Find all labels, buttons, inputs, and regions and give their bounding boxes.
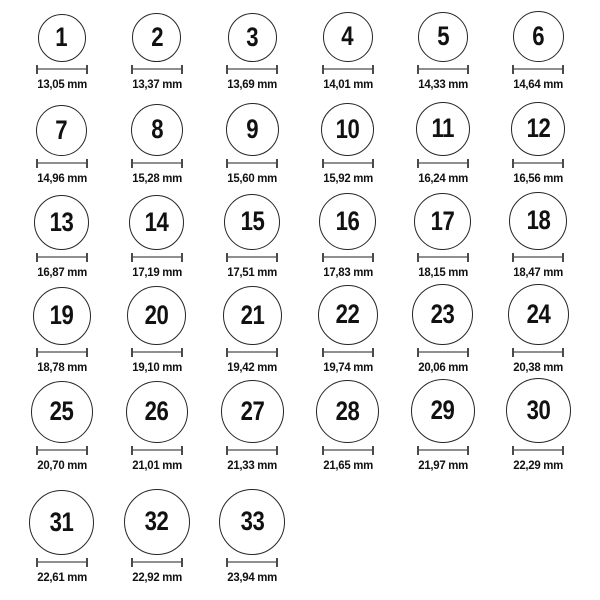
- ring-size-number: 30: [526, 394, 551, 425]
- ring-size-circle: [31, 381, 93, 443]
- dimension-end-tick: [276, 253, 278, 262]
- dimension-end-tick: [276, 348, 278, 357]
- ring-size-number: 12: [526, 113, 551, 144]
- ring-size-number: 22: [335, 299, 360, 330]
- dimension-rule: [228, 351, 276, 353]
- dimension-end-tick: [86, 65, 88, 74]
- diameter-dimension-line: [131, 65, 183, 74]
- ring-size-circle: [511, 102, 565, 156]
- ring-size-cell: [300, 0, 395, 93]
- diameter-dimension-line: [226, 558, 278, 567]
- dimension-end-tick: [86, 558, 88, 567]
- ring-size-cell: [395, 376, 490, 474]
- ring-size-cell: [395, 187, 490, 281]
- ring-size-number: 4: [341, 21, 354, 52]
- diameter-dimension-line: [36, 348, 88, 357]
- ring-size-circle: [221, 380, 284, 443]
- dimension-rule: [514, 256, 562, 258]
- ring-size-number: 28: [335, 395, 360, 426]
- ring-size-cell: [395, 93, 490, 187]
- ring-size-circle: [129, 195, 184, 250]
- ring-size-cell: [491, 0, 586, 93]
- diameter-dimension-line: [36, 558, 88, 567]
- ring-size-cell: [205, 93, 300, 187]
- diameter-label: 21,33 mm: [227, 457, 278, 472]
- diameter-label: 16,87 mm: [36, 264, 87, 279]
- dimension-rule: [133, 68, 181, 70]
- ring-size-circle: [418, 12, 468, 62]
- dimension-end-tick: [276, 159, 278, 168]
- dimension-end-tick: [562, 446, 564, 455]
- diameter-label: 17,51 mm: [227, 264, 278, 279]
- diameter-label: 16,56 mm: [513, 170, 564, 185]
- ring-size-circle: [223, 286, 282, 345]
- diameter-label: 22,92 mm: [132, 569, 182, 584]
- ring-size-circle: [316, 380, 379, 443]
- ring-size-circle: [132, 13, 181, 62]
- ring-size-circle: [321, 103, 374, 156]
- ring-size-circle: [36, 105, 87, 156]
- ring-size-cell: [14, 474, 109, 586]
- ring-size-number: 2: [151, 21, 163, 52]
- diameter-dimension-line: [36, 446, 88, 455]
- diameter-label: 14,64 mm: [513, 76, 564, 91]
- ring-size-circle: [513, 11, 564, 62]
- ring-size-circle: [318, 285, 378, 345]
- ring-size-number: 27: [240, 395, 265, 426]
- diameter-label: 21,01 mm: [132, 457, 182, 472]
- diameter-dimension-line: [226, 446, 278, 455]
- diameter-dimension-line: [36, 253, 88, 262]
- dimension-end-tick: [276, 65, 278, 74]
- diameter-label: 22,61 mm: [36, 569, 87, 584]
- ring-size-circle: [228, 13, 277, 62]
- dimension-end-tick: [181, 348, 183, 357]
- diameter-label: 13,05 mm: [36, 76, 87, 91]
- diameter-label: 15,60 mm: [227, 170, 278, 185]
- ring-size-cell: [300, 93, 395, 187]
- ring-size-cell: [300, 281, 395, 376]
- dimension-end-tick: [276, 558, 278, 567]
- dimension-rule: [324, 162, 372, 164]
- diameter-dimension-line: [417, 446, 469, 455]
- ring-size-number: 26: [145, 396, 169, 427]
- ring-size-cell: [205, 474, 300, 586]
- diameter-dimension-line: [322, 446, 374, 455]
- ring-size-cell: [205, 376, 300, 474]
- diameter-dimension-line: [512, 159, 564, 168]
- ring-size-number: 16: [335, 205, 360, 236]
- diameter-dimension-line: [417, 348, 469, 357]
- dimension-end-tick: [467, 446, 469, 455]
- ring-size-circle: [224, 194, 280, 250]
- ring-size-circle: [126, 381, 188, 443]
- diameter-dimension-line: [36, 159, 88, 168]
- diameter-dimension-line: [226, 253, 278, 262]
- dimension-end-tick: [467, 253, 469, 262]
- ring-size-circle: [131, 104, 183, 156]
- diameter-dimension-line: [131, 558, 183, 567]
- dimension-end-tick: [467, 159, 469, 168]
- dimension-end-tick: [372, 253, 374, 262]
- dimension-end-tick: [181, 65, 183, 74]
- diameter-label: 23,94 mm: [227, 569, 278, 584]
- ring-size-number: 33: [240, 506, 265, 537]
- dimension-rule: [419, 68, 467, 70]
- diameter-label: 13,69 mm: [227, 76, 278, 91]
- diameter-label: 20,06 mm: [418, 359, 468, 374]
- ring-size-number: 13: [49, 206, 74, 237]
- ring-size-number: 6: [532, 20, 545, 51]
- diameter-label: 21,97 mm: [418, 457, 468, 472]
- ring-size-cell: [109, 0, 204, 93]
- dimension-end-tick: [562, 253, 564, 262]
- ring-size-number: 1: [55, 22, 68, 53]
- dimension-rule: [514, 68, 562, 70]
- dimension-rule: [419, 449, 467, 451]
- ring-size-circle: [319, 193, 376, 250]
- ring-size-cell: [205, 187, 300, 281]
- diameter-label: 18,78 mm: [36, 359, 87, 374]
- diameter-dimension-line: [322, 159, 374, 168]
- ring-size-cell: [395, 0, 490, 93]
- ring-size-number: 15: [240, 206, 265, 237]
- ring-size-circle: [412, 284, 473, 345]
- ring-size-number: 29: [431, 395, 455, 426]
- ring-size-number: 20: [145, 299, 169, 330]
- ring-size-cell: [14, 376, 109, 474]
- ring-size-circle: [416, 102, 470, 156]
- diameter-dimension-line: [226, 65, 278, 74]
- dimension-end-tick: [467, 348, 469, 357]
- ring-size-number: 32: [145, 506, 169, 537]
- ring-size-circle: [219, 489, 285, 555]
- dimension-end-tick: [181, 446, 183, 455]
- diameter-label: 17,83 mm: [322, 264, 373, 279]
- diameter-dimension-line: [226, 159, 278, 168]
- ring-size-circle: [38, 14, 86, 62]
- diameter-dimension-line: [322, 65, 374, 74]
- dimension-end-tick: [181, 159, 183, 168]
- ring-size-cell: [109, 474, 204, 586]
- diameter-dimension-line: [417, 65, 469, 74]
- ring-size-cell: [109, 281, 204, 376]
- dimension-rule: [228, 162, 276, 164]
- dimension-end-tick: [562, 159, 564, 168]
- dimension-end-tick: [372, 446, 374, 455]
- ring-size-number: 5: [437, 21, 449, 52]
- dimension-end-tick: [372, 159, 374, 168]
- dimension-rule: [133, 449, 181, 451]
- diameter-label: 18,15 mm: [418, 264, 468, 279]
- dimension-rule: [38, 561, 86, 563]
- diameter-dimension-line: [131, 159, 183, 168]
- dimension-end-tick: [562, 348, 564, 357]
- diameter-label: 19,10 mm: [132, 359, 182, 374]
- dimension-rule: [133, 162, 181, 164]
- ring-size-cell: [395, 281, 490, 376]
- ring-size-circle: [323, 12, 373, 62]
- dimension-rule: [38, 449, 86, 451]
- diameter-label: 14,01 mm: [322, 76, 373, 91]
- dimension-end-tick: [562, 65, 564, 74]
- dimension-end-tick: [86, 348, 88, 357]
- dimension-end-tick: [467, 65, 469, 74]
- dimension-rule: [133, 561, 181, 563]
- dimension-end-tick: [276, 446, 278, 455]
- ring-size-number: 7: [55, 114, 68, 145]
- diameter-label: 20,38 mm: [513, 359, 564, 374]
- dimension-rule: [228, 256, 276, 258]
- ring-size-number: 19: [49, 300, 74, 331]
- ring-size-cell: [491, 187, 586, 281]
- ring-size-cell: [205, 0, 300, 93]
- diameter-dimension-line: [322, 348, 374, 357]
- ring-size-cell: [14, 0, 109, 93]
- dimension-end-tick: [372, 65, 374, 74]
- dimension-rule: [514, 162, 562, 164]
- diameter-dimension-line: [512, 253, 564, 262]
- diameter-dimension-line: [512, 446, 564, 455]
- diameter-label: 17,19 mm: [132, 264, 182, 279]
- diameter-dimension-line: [417, 253, 469, 262]
- ring-size-number: 31: [49, 506, 74, 537]
- diameter-dimension-line: [131, 348, 183, 357]
- ring-size-circle: [34, 195, 89, 250]
- ring-size-circle: [414, 193, 471, 250]
- diameter-dimension-line: [36, 65, 88, 74]
- ring-size-cell: [491, 281, 586, 376]
- ring-size-number: 9: [246, 113, 259, 144]
- ring-size-number: 11: [431, 113, 455, 144]
- ring-size-circle: [508, 284, 569, 345]
- ring-size-number: 14: [145, 206, 169, 237]
- ring-size-cell: [14, 93, 109, 187]
- ring-size-circle: [29, 490, 94, 555]
- dimension-rule: [133, 256, 181, 258]
- dimension-rule: [38, 162, 86, 164]
- diameter-label: 14,33 mm: [418, 76, 468, 91]
- ring-size-cell: [14, 187, 109, 281]
- dimension-rule: [419, 351, 467, 353]
- ring-size-cell: [109, 187, 204, 281]
- diameter-label: 19,74 mm: [322, 359, 373, 374]
- diameter-dimension-line: [512, 348, 564, 357]
- ring-size-circle: [33, 287, 91, 345]
- dimension-end-tick: [372, 348, 374, 357]
- ring-size-number: 18: [526, 205, 551, 236]
- diameter-dimension-line: [417, 159, 469, 168]
- ring-size-number: 25: [49, 396, 74, 427]
- diameter-label: 19,42 mm: [227, 359, 278, 374]
- ring-size-number: 23: [431, 298, 455, 329]
- ring-size-cell: [300, 187, 395, 281]
- diameter-label: 15,92 mm: [322, 170, 373, 185]
- dimension-end-tick: [86, 253, 88, 262]
- diameter-label: 21,65 mm: [322, 457, 373, 472]
- ring-size-number: 24: [526, 298, 551, 329]
- ring-size-number: 21: [240, 299, 265, 330]
- dimension-rule: [324, 256, 372, 258]
- dimension-rule: [133, 351, 181, 353]
- dimension-rule: [38, 256, 86, 258]
- diameter-dimension-line: [226, 348, 278, 357]
- ring-size-cell: [491, 93, 586, 187]
- dimension-rule: [228, 449, 276, 451]
- diameter-dimension-line: [512, 65, 564, 74]
- dimension-end-tick: [86, 159, 88, 168]
- ring-size-circle: [509, 192, 567, 250]
- diameter-dimension-line: [131, 446, 183, 455]
- ring-size-circle: [506, 378, 571, 443]
- ring-size-number: 17: [431, 205, 455, 236]
- ring-size-cell: [14, 281, 109, 376]
- dimension-rule: [419, 256, 467, 258]
- dimension-rule: [38, 351, 86, 353]
- diameter-label: 14,96 mm: [36, 170, 87, 185]
- diameter-label: 15,28 mm: [132, 170, 182, 185]
- dimension-rule: [228, 561, 276, 563]
- dimension-rule: [419, 162, 467, 164]
- dimension-end-tick: [181, 253, 183, 262]
- dimension-rule: [228, 68, 276, 70]
- dimension-end-tick: [86, 446, 88, 455]
- diameter-label: 16,24 mm: [418, 170, 468, 185]
- ring-size-cell: [491, 376, 586, 474]
- ring-size-number: 8: [151, 114, 163, 145]
- ring-size-cell: [205, 281, 300, 376]
- dimension-end-tick: [181, 558, 183, 567]
- ring-size-circle: [124, 489, 190, 555]
- dimension-rule: [324, 68, 372, 70]
- ring-size-circle: [226, 103, 279, 156]
- dimension-rule: [324, 449, 372, 451]
- dimension-rule: [514, 351, 562, 353]
- diameter-label: 18,47 mm: [513, 264, 564, 279]
- ring-size-circle: [127, 286, 186, 345]
- ring-size-number: 10: [335, 113, 360, 144]
- ring-size-cell: [109, 376, 204, 474]
- ring-size-cell: [109, 93, 204, 187]
- diameter-label: 22,29 mm: [513, 457, 564, 472]
- diameter-label: 20,70 mm: [36, 457, 87, 472]
- dimension-rule: [38, 68, 86, 70]
- ring-size-number: 3: [246, 21, 259, 52]
- diameter-dimension-line: [322, 253, 374, 262]
- ring-size-circle: [411, 379, 475, 443]
- dimension-rule: [324, 351, 372, 353]
- dimension-rule: [514, 449, 562, 451]
- ring-size-cell: [300, 376, 395, 474]
- diameter-label: 13,37 mm: [132, 76, 182, 91]
- diameter-dimension-line: [131, 253, 183, 262]
